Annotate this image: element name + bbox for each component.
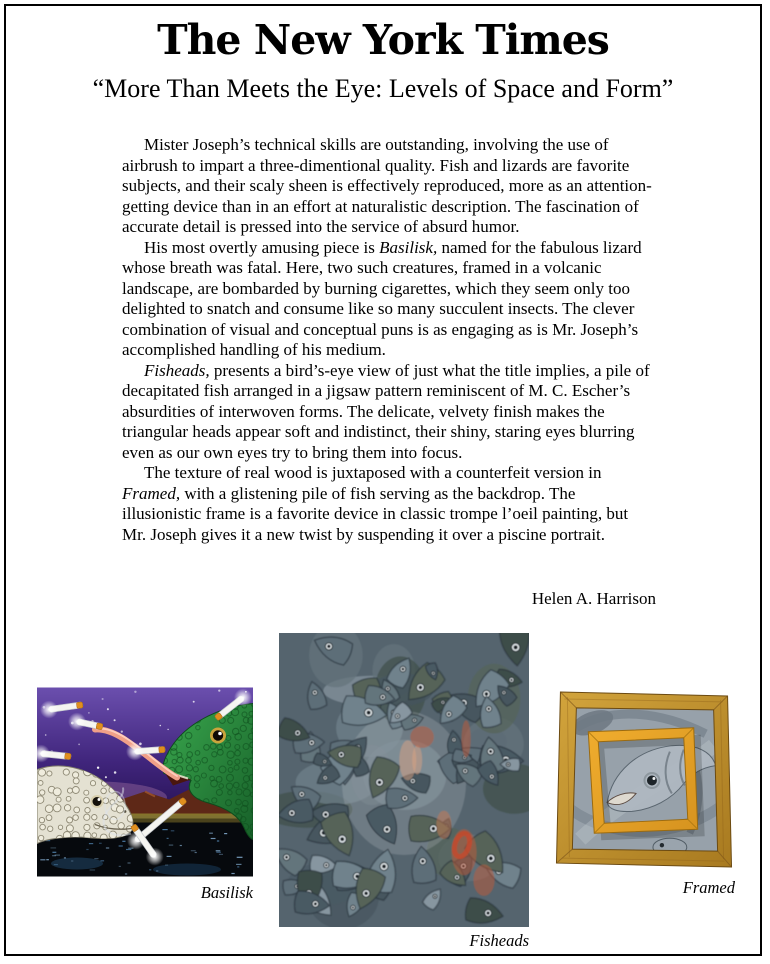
byline-wrap (122, 589, 656, 610)
framed-caption: Framed (682, 878, 735, 897)
byline: Helen A. Harrison (531, 589, 656, 608)
basilisk-figure (37, 687, 253, 877)
paragraph: His most overtly amusing piece is Basilisk, named for the fabulous lizard whose breath was fatal. Here, two such creatures, framed in a volcanic landscape, are bombarded by burning cigarettes, which they seem only too delighted to snatch and consume like so many succulent insects. The clever combination of visual and conceptual puns is as engaging as is Mr. Joseph’s accomplished handling of his medium. (122, 237, 642, 359)
fisheads-figure (279, 633, 529, 927)
basilisk-artwork-image (37, 687, 253, 877)
basilisk-caption: Basilisk (200, 883, 253, 902)
article-headline: “More Than Meets the Eye: Levels of Space and Form” (92, 74, 674, 103)
newspaper-masthead: The New York Times (157, 16, 609, 64)
fisheads-caption: Fisheads (469, 931, 529, 950)
fisheads-artwork-image (279, 633, 529, 927)
paragraph: Mister Joseph’s technical skills are outstanding, involving the use of airbrush to impart a three-dimentional quality. Fish and lizards are favorite subjects, and their scaly sheen is effectively reproduced, more as an attention-getting device than in an effort at naturalistic description. The fascination of accurate detail is pressed into the service of absurd humor. (122, 135, 652, 236)
framed-artwork-image (552, 688, 735, 876)
paragraph: The texture of real wood is juxtaposed with a counterfeit version in Framed, with a glistening pile of fish serving as the backdrop. The illusionistic frame is a favorite device in classic trompe l’oeil painting, but Mr. Joseph gives it a new twist by suspending it over a piscine portrait. (122, 463, 629, 544)
framed-figure (552, 688, 735, 876)
page-border (4, 4, 762, 956)
paragraph: Fisheads, presents a bird’s-eye view of just what the title implies, a pile of decapitated fish arranged in a jigsaw pattern reminiscent of M. C. Escher’s absurdities of interwoven forms. The delicate, velvety finish makes the triangular heads appear soft and indistinct, their shiny, staring eyes blurring even as our own eyes try to bring them into focus. (122, 360, 650, 462)
article-body (122, 135, 656, 545)
